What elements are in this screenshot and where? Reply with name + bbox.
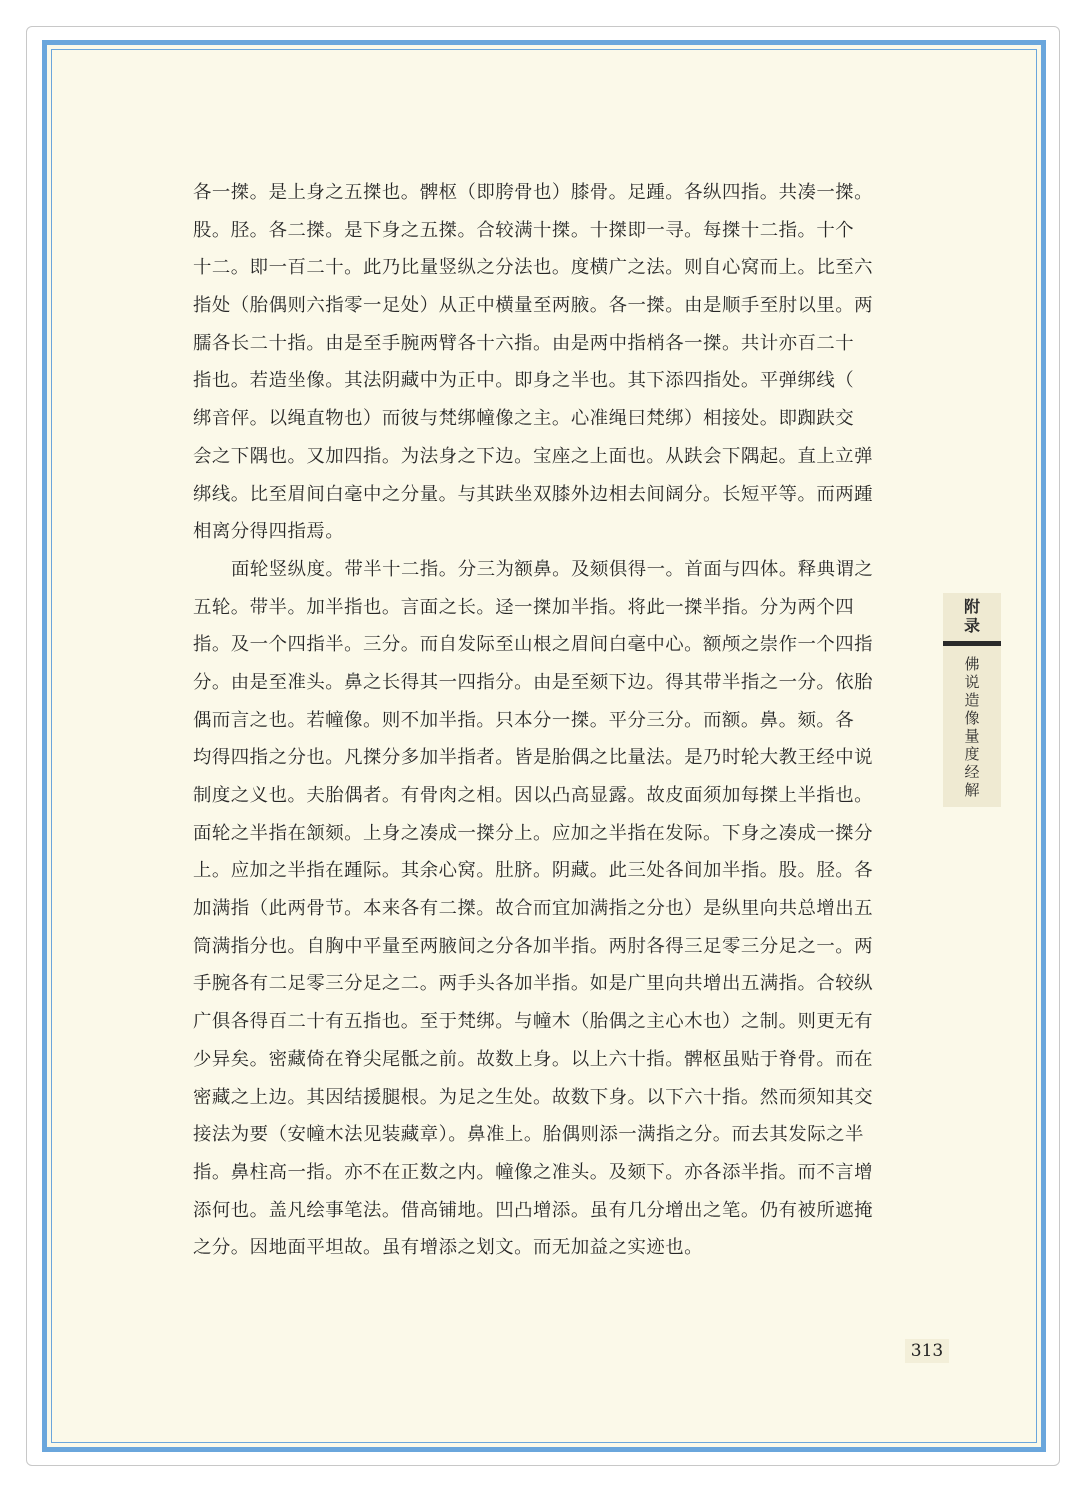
text-line: 面轮之半指在颔颏。上身之凑成一搩分上。应加之半指在发际。下身之凑成一搩分: [193, 822, 874, 844]
text-line: 指处（胎偶则六指零一足处）从正中横量至两腋。各一搩。由是顺手至肘以里。两: [193, 295, 874, 317]
text-line: 会之下隅也。又加四指。为法身之下边。宝座之上面也。从趺会下隅起。直上立弹: [193, 445, 874, 467]
book-title-char: 像: [964, 709, 980, 727]
section-divider: [943, 641, 1001, 646]
side-title-tab: [943, 593, 1001, 807]
text-line: 指。鼻柱高一指。亦不在正数之内。幢像之准头。及颏下。亦各添半指。而不言增: [193, 1161, 874, 1183]
text-line: 制度之义也。夫胎偶者。有骨肉之相。因以凸高显露。故皮面须加每搩上半指也。: [193, 785, 874, 806]
book-page: [47, 45, 1041, 1447]
body-text: [193, 174, 913, 1267]
text-line: 接法为要（安幢木法见装藏章）。鼻准上。胎偶则添一满指之分。而去其发际之半: [193, 1124, 864, 1146]
section-label: [943, 593, 1001, 635]
section-char: 附: [963, 597, 980, 616]
book-title-char: 造: [964, 691, 980, 709]
text-line: 十二。即一百二十。此乃比量竖纵之分法也。度横广之法。则自心窝而上。比至六: [193, 257, 874, 279]
book-title: [943, 655, 1001, 799]
text-line: 绑线。比至眉间白毫中之分量。与其趺坐双膝外边相去间阔分。长短平等。而两踵: [193, 483, 874, 505]
text-line: 偶而言之也。若幢像。则不加半指。只本分一搩。平分三分。而额。鼻。颏。各: [193, 709, 855, 731]
book-title-char: 佛: [964, 655, 980, 673]
text-line: 少异矣。密藏倚在脊尖尾骶之前。故数上身。以上六十指。髀枢虽贴于脊骨。而在: [193, 1048, 874, 1070]
text-line: 密藏之上边。其因结援腿根。为足之生处。故数下身。以下六十指。然而须知其交: [193, 1086, 874, 1108]
text-line: 分。由是至准头。鼻之长得其一四指分。由是至颏下边。得其带半指之一分。依胎: [193, 671, 874, 693]
text-line: 指。及一个四指半。三分。而自发际至山根之眉间白毫中心。额颅之崇作一个四指: [193, 634, 874, 656]
text-line: 手腕各有二足零三分足之二。两手头各加半指。如是广里向共增出五满指。合较纵: [193, 973, 874, 995]
text-line: 之分。因地面平坦故。虽有增添之划文。而无加益之实迹也。: [193, 1237, 704, 1259]
book-title-char: 量: [964, 727, 980, 745]
text-line: 面轮竖纵度。带半十二指。分三为额鼻。及颏俱得一。首面与四体。释典谓之: [231, 558, 874, 580]
text-line: 指也。若造坐像。其法阴藏中为正中。即身之半也。其下添四指处。平弹绑线（: [193, 370, 855, 392]
text-line: 添何也。盖凡绘事笔法。借高铺地。凹凸增添。虽有几分增出之笔。仍有被所遮掩: [193, 1199, 874, 1221]
text-line: 股。胫。各二搩。是下身之五搩。合较满十搩。十搩即一寻。每搩十二指。十个: [193, 219, 855, 241]
text-line: 筒满指分也。自胸中平量至两腋间之分各加半指。两肘各得三足零三分足之一。两: [193, 935, 874, 957]
text-line: 上。应加之半指在踵际。其余心窝。肚脐。阴藏。此三处各间加半指。股。胫。各: [193, 860, 874, 882]
book-title-char: 经: [964, 763, 980, 781]
text-line: 均得四指之分也。凡搩分多加半指者。皆是胎偶之比量法。是乃时轮大教王经中说: [193, 747, 874, 769]
text-line: 五轮。带半。加半指也。言面之长。迳一搩加半指。将此一搩半指。分为两个四: [193, 596, 855, 618]
page-frame: [42, 40, 1046, 1452]
text-line: 相离分得四指焉。: [193, 521, 345, 543]
text-line: 各一搩。是上身之五搩也。髀枢（即胯骨也）膝骨。足踵。各纵四指。共凑一搩。: [193, 182, 874, 203]
text-line: 臑各长二十指。由是至手腕两臂各十六指。由是两中指梢各一搩。共计亦百二十: [193, 332, 855, 354]
text-line: 绑音伻。以绳直物也）而彼与梵绑幢像之主。心准绳曰梵绑）相接处。即踟趺交: [193, 408, 855, 430]
book-title-char: 解: [964, 781, 980, 799]
text-line: 加满指（此两骨节。本来各有二搩。故合而宜加满指之分也）是纵里向共总增出五: [193, 898, 874, 920]
book-title-char: 说: [964, 673, 980, 691]
text-line: 广俱各得百二十有五指也。至于梵绑。与幢木（胎偶之主心木也）之制。则更无有: [193, 1011, 874, 1033]
section-char: 录: [963, 616, 980, 635]
book-title-char: 度: [964, 745, 980, 763]
page-number: 313: [905, 1339, 949, 1363]
